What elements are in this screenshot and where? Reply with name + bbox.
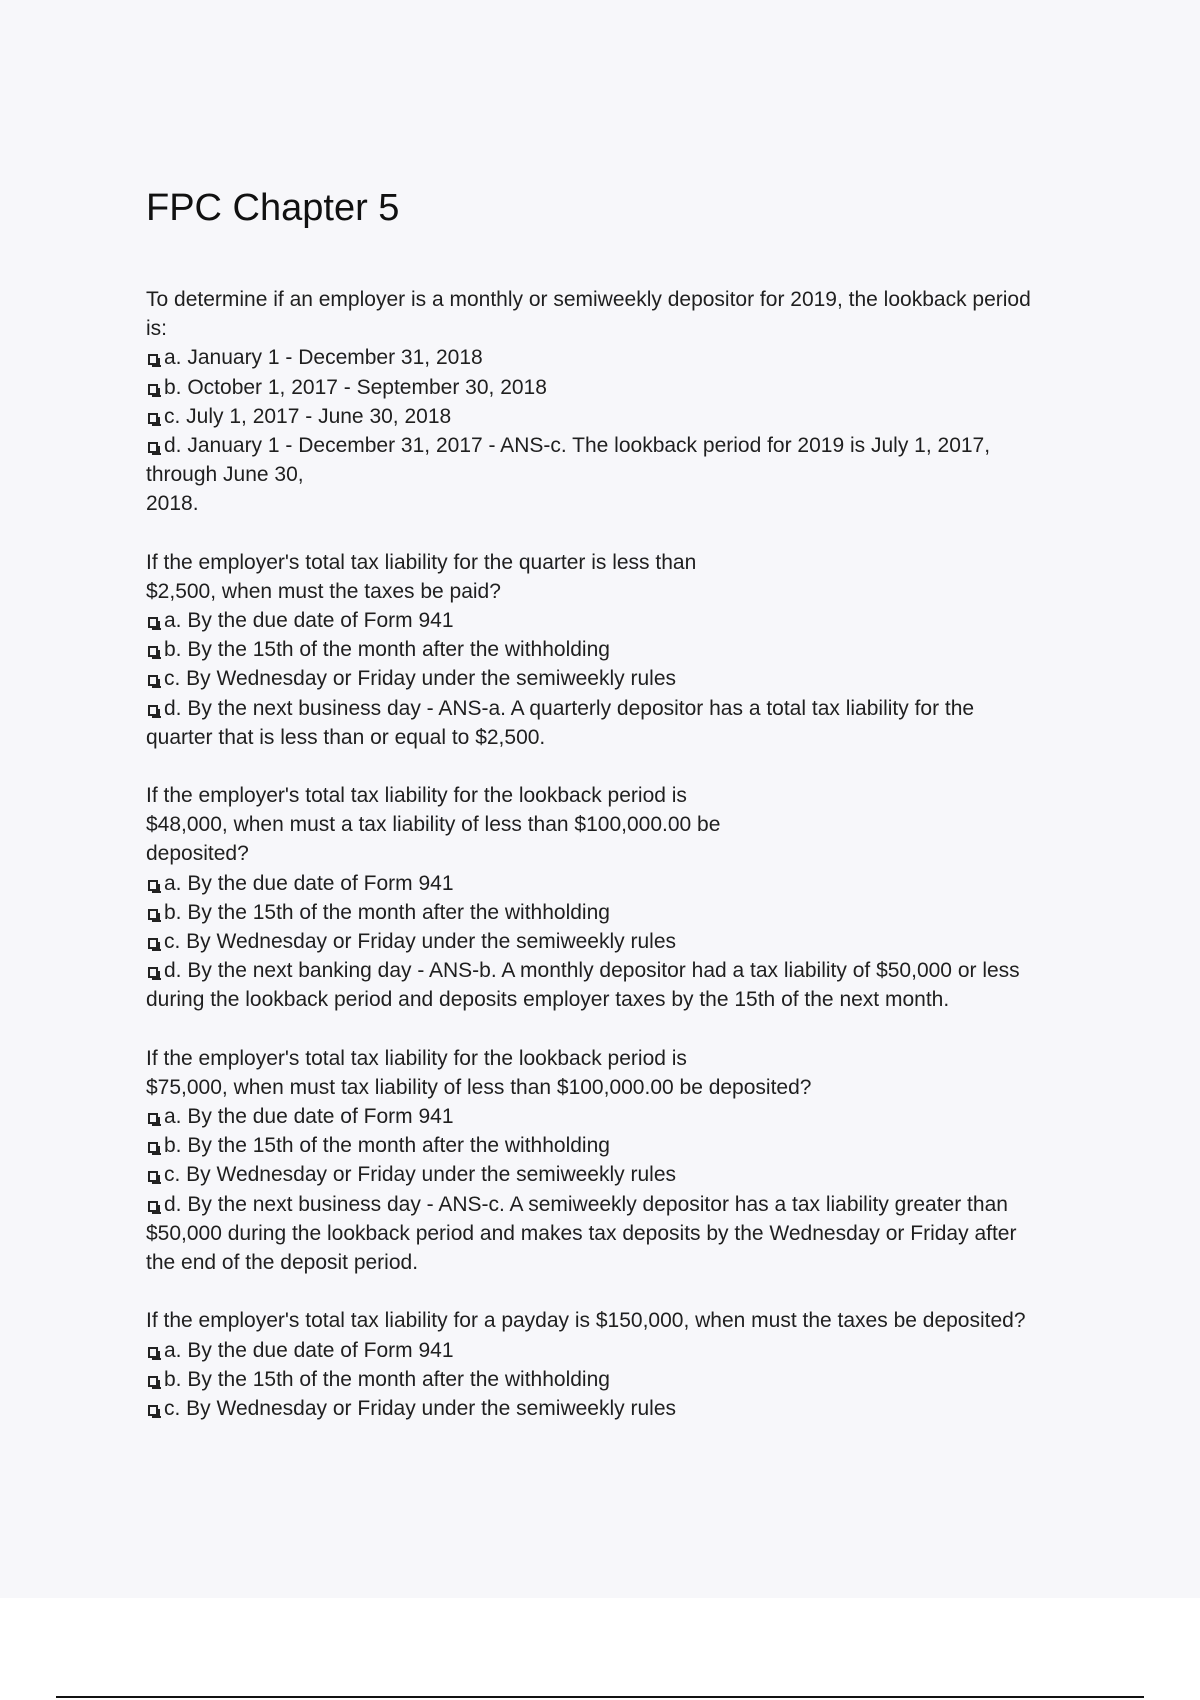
answer-explanation-line: through June 30, <box>146 463 304 487</box>
checkbox-icon <box>148 705 158 716</box>
question-text-line: $75,000, when must tax liability of less than $100,000.00 be deposited? <box>146 1075 812 1099</box>
answer-option-b: b. By the 15th of the month after the withholding <box>146 1131 1086 1160</box>
checkbox-icon <box>148 1405 158 1416</box>
answer-option-d: d. By the next banking day - ANS-b. A monthly depositor had a tax liability of $50,000 or less <box>146 956 1086 985</box>
checkbox-icon <box>148 1376 158 1387</box>
question-4 <box>146 1044 1086 1278</box>
question-1 <box>146 285 1086 519</box>
answer-option-d: d. By the next business day - ANS-a. A quarterly depositor has a total tax liability for the <box>146 694 1086 723</box>
question-text-line: If the employer's total tax liability for the lookback period is <box>146 784 687 808</box>
question-5 <box>146 1306 1086 1423</box>
answer-option-a: a. January 1 - December 31, 2018 <box>146 343 1086 372</box>
checkbox-icon <box>148 675 158 686</box>
answer-option-c: c. July 1, 2017 - June 30, 2018 <box>146 402 1086 431</box>
checkbox-icon <box>148 1142 158 1153</box>
checkbox-icon <box>148 1171 158 1182</box>
question-text-line: $2,500, when must the taxes be paid? <box>146 579 501 603</box>
answer-option-a: a. By the due date of Form 941 <box>146 1102 1086 1131</box>
answer-option-d: d. By the next business day - ANS-c. A semiweekly depositor has a tax liability greater than <box>146 1190 1086 1219</box>
checkbox-icon <box>148 617 158 628</box>
checkbox-icon <box>148 1201 158 1212</box>
question-text-line: To determine if an employer is a monthly or semiweekly depositor for 2019, the lookback period <box>146 288 1031 311</box>
answer-option-c: c. By Wednesday or Friday under the semiweekly rules <box>146 664 1086 693</box>
checkbox-icon <box>148 384 158 395</box>
checkbox-icon <box>148 967 158 978</box>
page-title: FPC Chapter 5 <box>146 187 400 229</box>
answer-option-c: c. By Wednesday or Friday under the semiweekly rules <box>146 1394 1086 1423</box>
question-text-line: If the employer's total tax liability for the quarter is less than <box>146 550 697 574</box>
answer-explanation-line: 2018. <box>146 492 199 516</box>
answer-option-a: a. By the due date of Form 941 <box>146 606 1086 635</box>
answer-explanation-line: quarter that is less than or equal to $2,500. <box>146 725 546 749</box>
answer-explanation-line: the end of the deposit period. <box>146 1251 419 1275</box>
checkbox-icon <box>148 442 158 453</box>
checkbox-icon <box>148 938 158 949</box>
answer-option-d: d. January 1 - December 31, 2017 - ANS-c. The lookback period for 2019 is July 1, 2017, <box>146 431 1086 460</box>
page-content <box>146 180 1086 1452</box>
answer-option-a: a. By the due date of Form 941 <box>146 869 1086 898</box>
answer-explanation-line: $50,000 during the lookback period and makes tax deposits by the Wednesday or Friday after <box>146 1221 1017 1245</box>
question-text-line: is: <box>146 317 167 341</box>
answer-option-b: b. October 1, 2017 - September 30, 2018 <box>146 373 1086 402</box>
checkbox-icon <box>148 354 158 365</box>
checkbox-icon <box>148 1113 158 1124</box>
question-text-line: deposited? <box>146 842 249 866</box>
answer-option-b: b. By the 15th of the month after the withholding <box>146 1365 1086 1394</box>
checkbox-icon <box>148 1347 158 1358</box>
checkbox-icon <box>148 413 158 424</box>
question-2 <box>146 548 1086 752</box>
checkbox-icon <box>148 909 158 920</box>
answer-option-a: a. By the due date of Form 941 <box>146 1336 1086 1365</box>
answer-option-c: c. By Wednesday or Friday under the semiweekly rules <box>146 1160 1086 1189</box>
question-text-line: If the employer's total tax liability for the lookback period is <box>146 1046 687 1070</box>
answer-option-b: b. By the 15th of the month after the withholding <box>146 898 1086 927</box>
answer-option-b: b. By the 15th of the month after the withholding <box>146 635 1086 664</box>
question-text-line: If the employer's total tax liability for a payday is $150,000, when must the taxes be deposited? <box>146 1309 1026 1333</box>
checkbox-icon <box>148 646 158 657</box>
answer-explanation-line: during the lookback period and deposits employer taxes by the 15th of the next month. <box>146 988 950 1012</box>
footer-divider <box>56 1696 1144 1698</box>
question-text-line: $48,000, when must a tax liability of less than $100,000.00 be <box>146 813 721 837</box>
question-3 <box>146 781 1086 1015</box>
checkbox-icon <box>148 880 158 891</box>
answer-option-c: c. By Wednesday or Friday under the semiweekly rules <box>146 927 1086 956</box>
